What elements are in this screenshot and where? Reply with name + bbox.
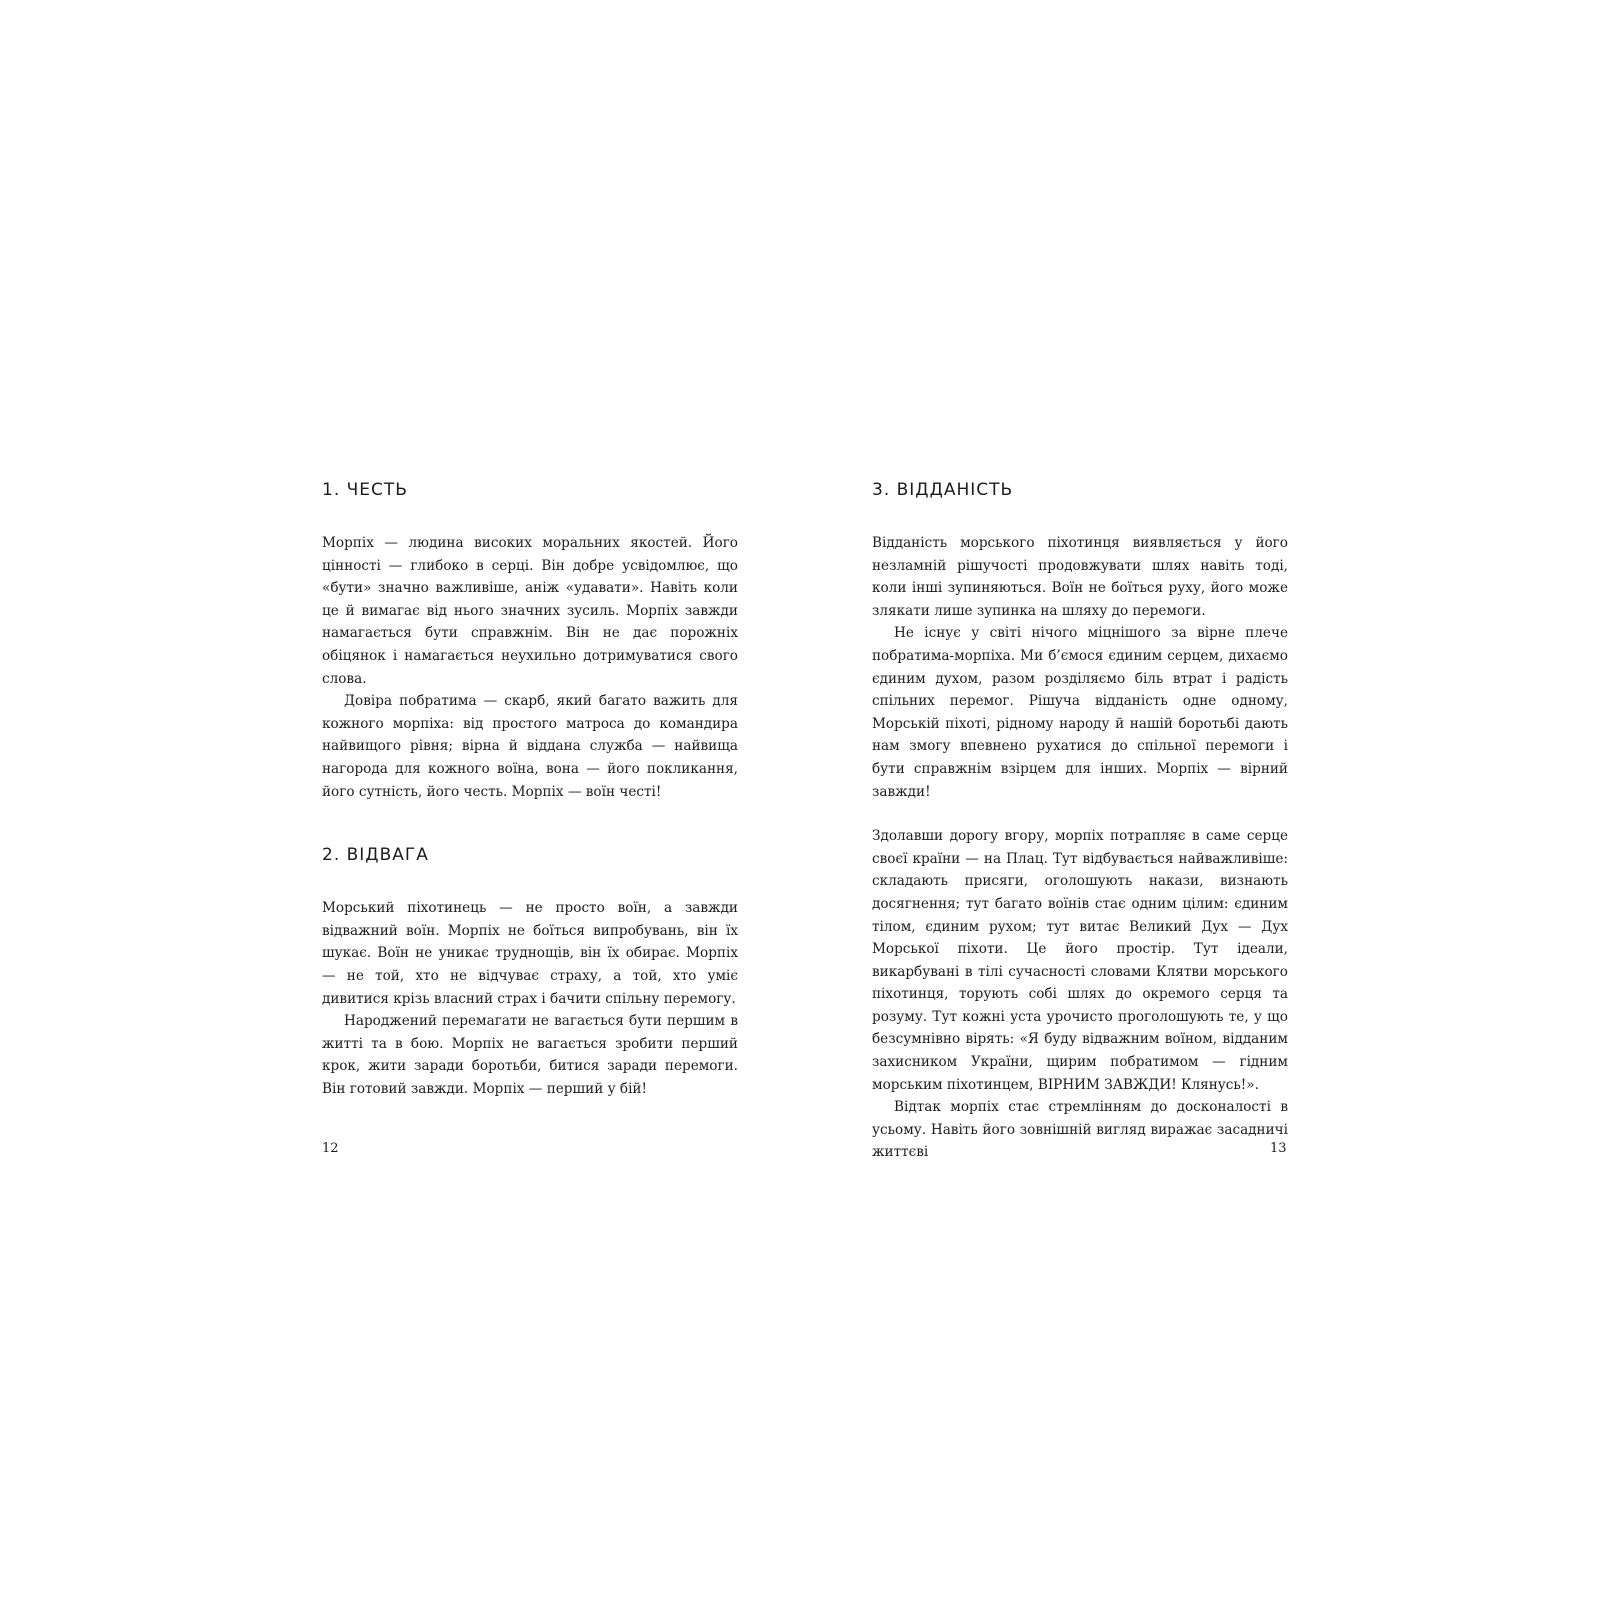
paragraph: Не існує у світі нічого міцнішого за вірне плече побратима-морпіха. Ми б’ємося єдиним серцем, дихаємо єдиним духом, разом розділяємо біль втрат і радість спільних перемог. Рішуча відданість одне одному, Морській піхоті, рідному народу й нашій боротьбі дають нам змогу впевнено рухатися до спільної перемоги і бути справжнім взірцем для інших. Морпіх — вірний завжди!	[872, 625, 1288, 800]
paragraph: Відданість морського піхотинця виявляється у його незламній рішучості продовжувати шлях навіть тоді, коли інші зупиняються. Воїн не боїться руху, його може злякати лише зупинка на шляху до перемоги.	[872, 535, 1288, 619]
paragraph: Народжений перемагати не вагається бути першим в житті та в бою. Морпіх не вагається зробити перший крок, жити заради боротьби, битися заради перемоги. Він готовий завжди. Морпіх — перший у бій!	[322, 1013, 738, 1097]
page-number-right: 13	[1270, 1141, 1287, 1156]
section-title-courage: 2. ВІДВАГА	[322, 845, 429, 866]
paragraph: Здолавши дорогу вгору, морпіх потрапляє в саме серце своєї країни — на Плац. Тут відбувається найважливіше: складають присяги, оголошують накази, визнають досягнення; тут багато воїнів стає одним цілим: єдиним тілом, єдиним рухом; тут витає Великий Дух — Дух Морської піхоти. Це його простір. Тут ідеали, викарбувані в тілі сучасності словами Клятви морського піхотинця, торують собі шлях до окремого серця та розуму. Тут кожні уста урочисто проголошують те, у що безсумнівно вірять: «Я буду відважним воїном, відданим захисником України, щирим побратимом — гідним морським піхотинцем, ВІРНИМ ЗАВЖДИ! Клянусь!».	[872, 828, 1288, 1093]
left-page-text	[322, 478, 738, 1100]
paragraph: Довіра побратима — скарб, який багато важить для кожного морпіха: від простого матроса до командира найвищого рівня; вірна й віддана служба — найвища нагорода для кожного воїна, вона — його покликання, його сутність, його честь. Морпіх — воїн честі!	[322, 693, 738, 800]
page-number-left: 12	[322, 1141, 339, 1156]
paragraph: Морпіх — людина високих моральних якостей. Його цінності — глибоко в серці. Він добре усвідомлює, що «бути» значно важливіше, аніж «удавати». Навіть коли це й вимагає від нього значних зусиль. Морпіх завжди намагається бути справжнім. Він не дає порожніх обіцянок і намагається неухильно дотримуватися свого слова.	[322, 535, 738, 687]
paragraph: Відтак морпіх стає стремлінням до досконалості в усьому. Навіть його зовнішній вигляд виражає засадничі життєві	[872, 1099, 1288, 1161]
paragraph: Морський піхотинець — не просто воїн, а завжди відважний воїн. Морпіх не боїться випробувань, він їх шукає. Воїн не уникає труднощів, він їх обирає. Морпіх — не той, хто не відчуває страху, а той, хто уміє дивитися крізь власний страх і бачити спільну перемогу.	[322, 900, 738, 1007]
section-title-devotion: 3. ВІДДАНІСТЬ	[872, 480, 1014, 500]
right-page-text	[872, 478, 1288, 1164]
section-title-honor: 1. ЧЕСТЬ	[322, 480, 408, 500]
